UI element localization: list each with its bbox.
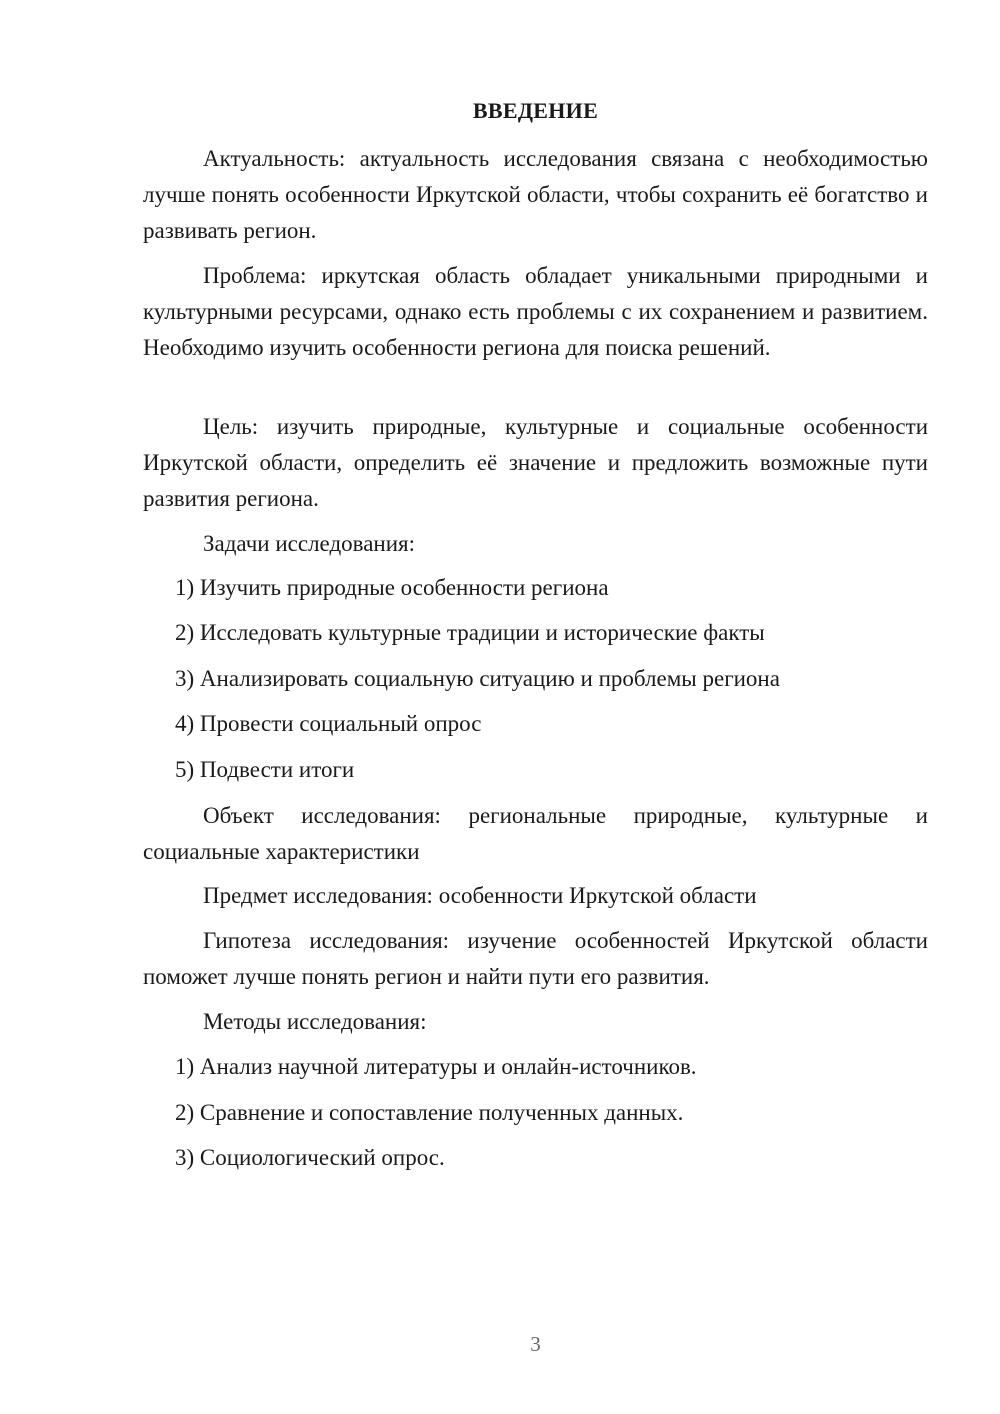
goal-paragraph: Цель: изучить природные, культурные и социальные особенности Иркутской области, определить её значение и предложить возможные пути развития региона. [143, 414, 928, 511]
task-item-2: 2) Исследовать культурные традиции и исторические факты [175, 620, 765, 645]
section-title: ВВЕДЕНИЕ [472, 98, 599, 123]
problem-paragraph: Проблема: иркутская область обладает уникальными природными и культурными ресурсами, однако есть проблемы с их сохранением и развитием. Необходимо изучить особенности региона для поиска решений. [143, 263, 928, 360]
relevance-paragraph: Актуальность: актуальность исследования связана с необходимостью лучше понять особенности Иркутской области, чтобы сохранить её богатство и развивать регион. [143, 146, 928, 243]
hypothesis-paragraph: Гипотеза исследования: изучение особенностей Иркутской области поможет лучше понять регион и найти пути его развития. [143, 928, 928, 989]
method-item-2: 2) Сравнение и сопоставление полученных данных. [175, 1100, 684, 1125]
page-number: 3 [530, 1332, 541, 1356]
document-page [143, 0, 928, 1414]
subject-paragraph: Предмет исследования: особенности Иркутской области [203, 883, 757, 908]
task-item-5: 5) Подвести итоги [175, 757, 355, 782]
task-item-1: 1) Изучить природные особенности региона [175, 575, 609, 600]
task-item-3: 3) Анализировать социальную ситуацию и проблемы региона [175, 666, 780, 691]
method-item-3: 3) Социологический опрос. [175, 1145, 445, 1170]
object-paragraph: Объект исследования: региональные природные, культурные и социальные характеристики [143, 803, 928, 864]
task-item-4: 4) Провести социальный опрос [175, 711, 482, 736]
method-item-1: 1) Анализ научной литературы и онлайн-источников. [175, 1054, 697, 1079]
methods-heading: Методы исследования: [203, 1009, 427, 1034]
tasks-heading: Задачи исследования: [203, 531, 416, 556]
